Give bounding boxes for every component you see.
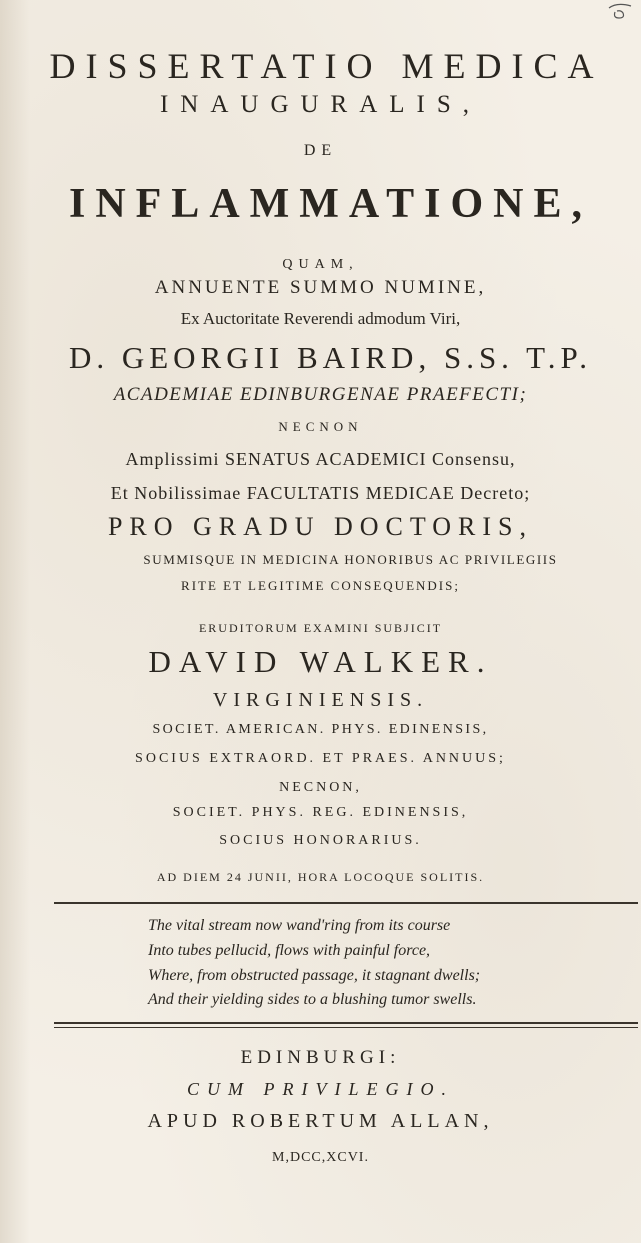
necnon-1: NECNON <box>278 419 363 434</box>
imprint-year: M,DCC,XCVI. <box>272 1150 369 1165</box>
imprint-privilege: CUM PRIVILEGIO. <box>187 1079 454 1099</box>
title-subject: INFLAMMATIONE, <box>68 181 593 227</box>
ex-auctoritate-line: Ex Auctoritate Reverendi admodum Viri, <box>180 309 461 328</box>
author-name: DAVID WALKER. <box>148 644 493 679</box>
socius-line-1: SOCIUS EXTRAORD. ET PRAES. ANNUUS; <box>135 751 506 766</box>
verse-line-4: And their yielding sides to a blushing tumor swells. <box>148 991 477 1008</box>
verse-line-3: Where, from obstructed passage, it stagnant dwells; <box>148 967 481 984</box>
summisque-line: SUMMISQUE IN MEDICINA HONORIBUS AC PRIVILEGIIS <box>143 552 558 567</box>
origin-line: VIRGINIENSIS. <box>212 689 429 711</box>
title-line-1: DISSERTATIO MEDICA <box>49 46 604 86</box>
corner-pencil-mark <box>607 2 633 20</box>
facultatis-line: Et Nobilissimae FACULTATIS MEDICAE Decreto; <box>110 483 531 503</box>
quam-label: QUAM, <box>282 257 359 272</box>
socius-line-2: SOCIUS HONORARIUS. <box>219 833 422 848</box>
eruditorum-line: ERUDITORUM EXAMINI SUBJICIT <box>198 621 443 635</box>
date-line: AD DIEM 24 JUNII, HORA LOCOQUE SOLITIS. <box>156 870 485 884</box>
senatus-line: Amplissimi SENATUS ACADEMICI Consensu, <box>125 449 516 469</box>
praeses-name: D. GEORGII BAIRD, S.S. T.P. <box>68 340 593 375</box>
imprint-city: EDINBURGI: <box>240 1047 401 1068</box>
verse-line-2: Into tubes pellucid, flows with painful force, <box>148 942 431 959</box>
title-line-2: INAUGURALIS, <box>159 91 482 118</box>
rule-bottom-thin <box>54 1027 638 1028</box>
pro-gradu-line: PRO GRADU DOCTORIS, <box>107 512 534 541</box>
annuente-line: ANNUENTE SUMMO NUMINE, <box>154 277 487 298</box>
academiae-line: ACADEMIAE EDINBURGENAE PRAEFECTI; <box>113 384 528 405</box>
rule-bottom <box>54 1022 638 1024</box>
society-line-2: SOCIET. PHYS. REG. EDINENSIS, <box>172 805 469 820</box>
rule-top <box>54 902 638 904</box>
imprint-printer: APUD ROBERTUM ALLAN, <box>147 1110 494 1132</box>
title-de: DE <box>303 142 338 159</box>
necnon-2: NECNON, <box>279 780 362 795</box>
rite-line: RITE ET LEGITIME CONSEQUENDIS; <box>181 578 460 593</box>
verse-line-1: The vital stream now wand'ring from its course <box>148 917 451 934</box>
society-line-1: SOCIET. AMERICAN. PHYS. EDINENSIS, <box>152 722 489 737</box>
